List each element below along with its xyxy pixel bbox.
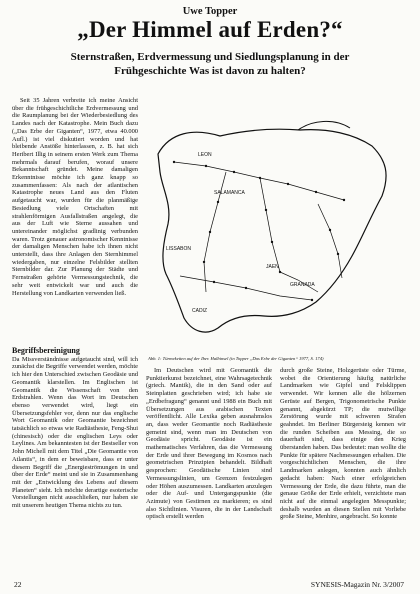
- tower-point: [203, 261, 205, 263]
- figure-caption: Abb. 1: Türmeketten auf der Iber. Halbinsel (in Topper „Das Erbe der Giganten“ 1977, S. 174): [148, 356, 324, 361]
- map-label-cadiz: CADIZ: [192, 308, 207, 314]
- tower-points: [173, 161, 345, 301]
- right-column: [280, 367, 406, 571]
- map-figure: [148, 92, 402, 352]
- map-label-jaen: JAEN: [266, 264, 279, 270]
- tower-point: [311, 299, 313, 301]
- coastline-north: [298, 121, 350, 130]
- right-column-text: durch große Steine, Holzgerüste oder Türme, wobei die Orientierung häufig natürliche Landmarken wie Gipfel und Felsklippen verwendet. Wir kennen alle die hölzernen Gerüste auf Bergen, Trigonometrische Punkte genannt, abgekürzt TP; die mutwillige Zerstörung wurde mit schweren Strafen geahndet. Im Berliner Bürgersteig kennen wir die runden Scheiben aus Messing, die so dauerhaft sind, dass einige den Krieg überstanden haben. Das bedeutet: man wollte die Punkte für spätere Nachmessungen erhalten. Die vorgeschichtlichen Menschen, die ihre Landmarken anlegen, konnten auch ähnlich gedacht haben: Nach einer erfolgreichen Vermessung der Erde, die dazu führte, man die genaue Größe der Erde erhielt, verzichtete man nicht auf die einmal angelegten Messpunkte; deshalb wurden an diesen Stellen mit Vorliebe große Steine, Menhire, angebracht. So konnte: [280, 367, 406, 521]
- tower-point: [287, 183, 289, 185]
- left-column-text: Da Missverständnisse aufgetaucht sind, will ich zunächst die Begriffe verwendet werden, möchte ich hier den Unterschied zwischen Geodäsie und Geomantik klarstellen. Im Englischen ist Geomantik die Wissenschaft von den Erdstrahlen. Wenn das Wort im Deutschen ebenso verwendet wird, liegt ein Übersetzungsfehler vor, denn nur das englische Wort Geomantik oder Geomantie bezeichnet tatsächlich so etwas wie Radiästhesie, Feng-Shui (chinesisch) oder die englischen Leys oder Leylines. Am bekanntesten ist der Bestseller von John Michell mit dem Titel „Die Geomantie von Atlantis“, in dem er beweisbare, dass er unter diesem Begriff die „Energieströmungen in und über der Erde“ meint und sie in Zusammenhang mit der „Entwicklung des Lebens auf diesem Planeten“ sieht. Ich möchte derartige esoterische Vorstellungen nicht ausschließen, nur haben sie mit unserem heutigen Thema nichts zu tun.: [12, 355, 138, 510]
- tower-chain-east: [318, 204, 342, 278]
- page-number: 22: [14, 580, 22, 589]
- tower-point: [217, 201, 219, 203]
- article-title: „Der Himmel auf Erden?“: [77, 17, 343, 42]
- tower-point: [205, 165, 207, 167]
- tower-point: [245, 287, 247, 289]
- tower-point: [271, 241, 273, 243]
- left-column: [12, 345, 138, 570]
- tower-point: [173, 161, 175, 163]
- tower-point: [337, 253, 339, 255]
- intro-text: Seit 35 Jahren verbreite ich meine Ansicht über die frühgeschichtliche Erdvermessung und die Raumplanung bei der Wiederbesiedlung des Landes nach der Katastrophe. Mein Buch dazu („Das Erbe der Giganten“, 1977, etwa 40.000 Aufl.) ist viel diskutiert worden und hat bleibende Anstöße hinterlassen, z. B. hat sich Heribert Illig in seinem ersten Werk zum Thema mehrmals darauf berufen, worauf unsere Bekanntschaft gründet. Meine damaligen Erkenntnisse möchte ich ganz knapp so zusammenfassen: Als nach der atlantischen Katastrophe neues Land aus den Fluten aufgetaucht war, wurden für die planmäßige Besiedlung viele Ortschaften mit strahlenförmigen Ausfallstraßen angelegt, die aus der Luft wie Sterne aussahen und untereinander möglichst gradlinig verbunden waren. Trotz genauer astronomischer Kenntnisse der damaligen Menschen habe ich ihnen nicht unterstellt, dass ihre Anlagen den Sternhimmel wiedergaben, nur einzelne Felsbilder stellten Sternbilder dar. Zur Planung der Städte und Fernstraßen gehörte Vermessungstechnik, die sehr weit entwickelt war und auch die Herstellung von Landkarten verwenden ließ.: [12, 97, 138, 297]
- tower-point: [265, 209, 267, 211]
- tower-chains: [174, 162, 344, 300]
- tower-point: [213, 281, 215, 283]
- map-label-salamanca: SALAMANCA: [214, 190, 245, 196]
- article-subtitle: Sternstraßen, Erdvermessung und Siedlungsplanung in der Frühgeschichte Was ist davon zu halten?: [70, 51, 350, 77]
- coastline: [158, 129, 386, 332]
- tower-chain-center: [260, 178, 280, 272]
- tower-point: [329, 229, 331, 231]
- intro-column: [12, 97, 138, 341]
- iberia-map: [148, 92, 402, 352]
- tower-point: [259, 177, 261, 179]
- section-heading: Begriffsbereinigung: [12, 346, 80, 355]
- tower-point: [343, 199, 345, 201]
- middle-column: [146, 367, 272, 571]
- magazine-name: SYNESIS-Magazin Nr. 3/2007: [310, 580, 404, 589]
- map-label-lissabon: LISSABON: [166, 246, 192, 252]
- middle-column-text: Im Deutschen wird mit Geomantik die Punktierkunst bezeichnet, eine Wahrsagetechnik (griech. Mantik), die in den Sand oder auf Steinplatten geschrieben wird; ich habe sie „Erdbefragung“ genannt und 1988 ein Buch mit Übersetzungen aus arabischen Texten veröffentlicht. Alle Lexika geben ausnahmslos an, dass weder Geomantie noch Radiästhesie gemeint sind, wenn man im Deutschen von Geodäsie spricht. Geodäsie ist ein mathematisches Verfahren, das die Vermessung der Erde und ihrer Bewegung im Kosmos nach geometrischen Prinzipien behandelt. Bildhaft gesprochen: Geodätische Linien sind Vermessungslinien, um Grenzen festzulegen oder Höhen auszumessen. Landkarten anzulegen oder die Auf- und Untergangspunkte (die Azimute) von Gestirnen zu markieren; es sind also Sichtlinien. Visuren, die in der Landschaft optisch erstellt werden: [146, 367, 272, 521]
- tower-chain-north: [174, 162, 344, 200]
- tower-point: [279, 271, 281, 273]
- tower-point: [209, 231, 211, 233]
- article-author: Uwe Topper: [182, 6, 238, 17]
- tower-point: [315, 191, 317, 193]
- map-label-granada: GRANADA: [290, 282, 315, 288]
- map-label-leon: LEON: [198, 152, 212, 158]
- tower-point: [233, 171, 235, 173]
